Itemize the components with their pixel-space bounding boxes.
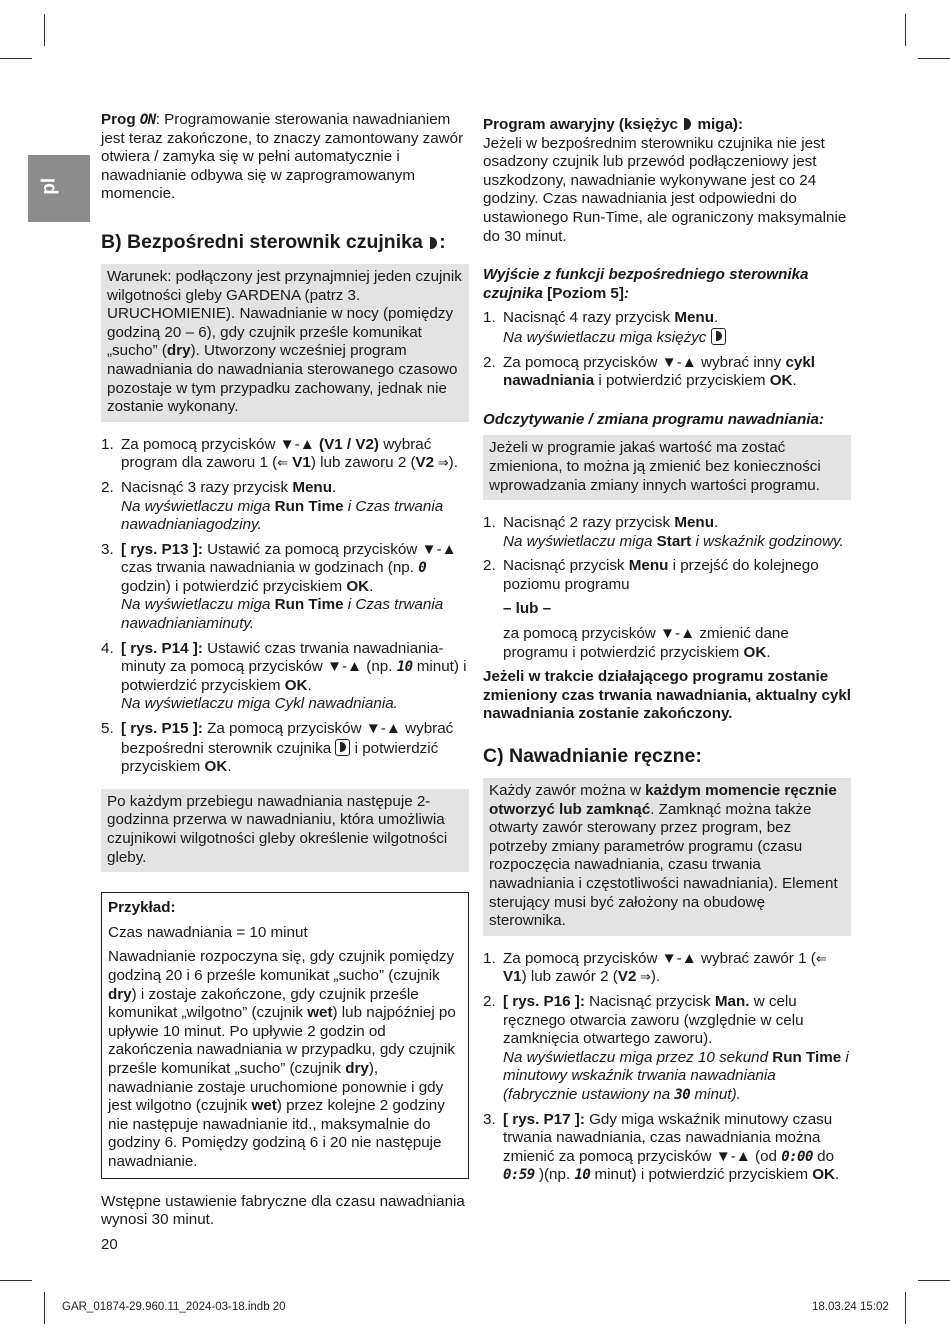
list-item: 3. [ rys. P17 ]: Gdy miga wskaźnik minutowy czasu trwania nawadniania, czas nawadniania można zmienić za pomocą przycisków ▼-▲ (od 0:00 do 0:59 )(np. 10 minut) i potwierdzić przyciskiem OK. — [483, 1110, 840, 1184]
page-number: 20 — [101, 1236, 118, 1253]
display-code: 10 — [574, 1167, 591, 1184]
example-duration: Czas nawadniania = 10 minut — [108, 923, 308, 941]
read-steps-list — [483, 514, 851, 662]
list-item: 2. Nacisnąć przycisk Menu i przejść do kolejnego poziomu programu – lub – za pomocą przycisków ▼-▲ zmienić dane programu i potwierdzić przyciskiem OK. — [483, 557, 819, 661]
arrow-right-icon: ⇒ — [636, 969, 651, 985]
list-item: 4. [ rys. P14 ]: Ustawić czas trwania nawadnianiaminuty za pomocą przycisków ▼-▲ (np. 10 minut) i potwierdzić przyciskiem OK. Na wyświetlaczu miga Cykl nawadniania. — [101, 639, 467, 713]
display-code: 30 — [674, 1086, 691, 1103]
display-code: 0:59 — [503, 1167, 535, 1184]
list-item: 5. [ rys. P15 ]: Za pomocą przycisków ▼-▲ wybrać bezpośredni sterownik czujnika i potwierdzić przyciskiem OK. — [101, 720, 454, 776]
list-item: 1. Za pomocą przycisków ▼-▲ wybrać zawór 1 (⇐ V1) lub zawór 2 (V2 ⇒). — [483, 949, 827, 986]
example-box — [101, 892, 469, 1178]
moon-icon — [430, 237, 437, 249]
crop-mark — [44, 1292, 45, 1324]
emergency-heading: Program awaryjny (księżyc miga): — [483, 116, 744, 133]
section-b-heading: B) Bezpośredni sterownik czujnika : — [101, 230, 446, 253]
footer-file: GAR_01874-29.960.11_2024-03-18.indb 20 — [62, 1301, 286, 1313]
example-text: Nawadnianie rozpoczyna się, gdy czujnik pomiędzy godziną 20 i 6 prześle komunikat „sucho” (czujnik dry) i zostaje zakończone, gdy czujnik prześle komunikat „wilgotno” (czujnik wet) lub najpóźniej po upływie 10 minut. Po upływie 2 godzin od zakończenia nawadniania w przypadku, gdy czujnik prześle komunikat „sucho” (czujnik dry), nawadnianie zostaje uruchomione ponownie i gdy jest wilgotno (czujnik wet) przez kolejne 2 godziny nie następuje nawadnianie itd., maksymalnie do godziny 6. Pomiędzy godziną 6 i 20 nie następuje nawadnianie. — [108, 948, 456, 1170]
list-item: 3. [ rys. P13 ]: Ustawić za pomocą przycisków ▼-▲ czas trwania nawadniania w godzinach (np. 0 godzin) i potwierdzić przyciskiem OK. Na wyświetlaczu miga Run Time i Czas trwania nawadnianiaminuty. — [101, 540, 457, 633]
exit-steps-list — [483, 309, 851, 390]
display-code: 10 — [396, 659, 413, 676]
list-item: 2. Nacisnąć 3 razy przycisk Menu. Na wyświetlaczu miga Run Time i Czas trwania nawadnianiagodziny. — [101, 478, 444, 534]
left-column — [101, 111, 469, 1230]
condition-box: Warunek: podłączony jest przynajmniej jeden czujnik wilgotności gleby GARDENA (patrz 3. URUCHOMIENIE). Nawadnianie w nocy (pomiędzy godziną 20 – 6), gdy czujnik prześle komunikat „sucho” (dry). Utworzony wcześniej program nawadniania do nawadniania sterowanego czasowo pozostaje w tym przypadku zachowany, jednak nie zostanie wykonany. — [101, 264, 469, 422]
crop-mark — [905, 1292, 906, 1324]
language-tab-label: pl — [38, 177, 60, 195]
crop-mark — [918, 58, 950, 59]
warning-text: Jeżeli w trakcie działającego programu zostanie zmieniony czas trwania nawadniania, aktualny cykl nawadniania zostanie zakończony. — [483, 668, 852, 723]
crop-mark — [44, 14, 45, 46]
pause-box: Po każdym przebiegu nawadniania następuje 2-godzinna przerwa w nawadnianiu, która umożliwia czujnikowi wilgotności gleby określenie wilgotności gleby. — [101, 789, 469, 872]
list-item: 1. Nacisnąć 4 razy przycisk Menu. Na wyświetlaczu miga księżyc — [483, 309, 851, 347]
example-title: Przykład: — [108, 899, 176, 917]
arrow-left-icon: ⇐ — [277, 455, 289, 471]
manual-steps-list — [483, 950, 851, 1185]
exit-heading: Wyjście z funkcji bezpośredniego sterownika czujnika [Poziom 5]: — [483, 266, 809, 302]
factory-setting-text: Wstępne ustawienie fabryczne dla czasu nawadniania wynosi 30 minut. — [101, 1192, 465, 1229]
arrow-left-icon: ⇐ — [815, 950, 827, 966]
moon-icon — [335, 739, 350, 756]
emergency-text: Jeżeli w bezpośrednim sterowniku czujnika nie jest osadzony czujnik lub przewód podłączeniowy jest uszkodzony, nawadnianie wykonywane jest co 24 godziny. Czas nawadniania jest odpowiedni do ustawionego Run-Time, ale ograniczony maksymalnie do 30 minut. — [483, 134, 847, 245]
read-heading: Odczytywanie / zmiana programu nawadniania: — [483, 410, 824, 428]
crop-mark — [0, 1280, 32, 1281]
list-item: 1. Nacisnąć 2 razy przycisk Menu. Na wyświetlaczu miga Start i wskaźnik godzinowy. — [483, 514, 844, 550]
language-tab — [28, 155, 90, 222]
section-c-heading: C) Nawadnianie ręczne: — [483, 745, 702, 768]
prog-on-paragraph: Prog ON: Programowanie sterowania nawadnianiem jest teraz zakończone, to znaczy zamontowany zawór otwiera / zamyka się w pełni automatycznie i nawadnianie odbywa się w zaprogramowanym momencie. — [101, 111, 464, 203]
moon-icon — [711, 328, 726, 345]
display-code: 0 — [418, 560, 427, 577]
list-item: 2. Za pomocą przycisków ▼-▲ wybrać inny cykl nawadniania i potwierdzić przyciskiem OK. — [483, 353, 815, 390]
display-code: ON — [139, 112, 156, 128]
right-column — [483, 116, 851, 1191]
moon-icon — [684, 118, 691, 130]
manual-box: Każdy zawór można w każdym momencie ręcznie otworzyć lub zamknąć. Zamknąć można także otwarty zawór sterowany przez program, bez potrzeby zmiany parametrów programu (czasu rozpoczęcia nawadniania, czasu trwania nawadniania i częstotliwości nawadniania). Element sterujący musi być założony na obudowę sterownika. — [483, 778, 851, 936]
display-code: 0:00 — [781, 1148, 813, 1165]
list-item: 1. Za pomocą przycisków ▼-▲ (V1 / V2) wybrać program dla zaworu 1 (⇐ V1) lub zaworu 2 (V2 ⇒). — [101, 435, 458, 472]
crop-mark — [905, 14, 906, 46]
list-item: 2. [ rys. P16 ]: Nacisnąć przycisk Man. w celu ręcznego otwarcia zaworu (względnie w celu zamknięcia otwartego zaworu). Na wyświetlaczu miga przez 10 sekund Run Time i minutowy wskaźnik trwania nawadniania (fabrycznie ustawiony na 30 minut). — [483, 992, 849, 1103]
arrow-right-icon: ⇒ — [434, 455, 449, 471]
read-box: Jeżeli w programie jakaś wartość ma zostać zmieniona, to można ją zmienić bez konieczności wprowadzania zmiany innych wartości programu. — [483, 435, 851, 500]
footer-date: 18.03.24 15:02 — [812, 1301, 889, 1313]
crop-mark — [918, 1280, 950, 1281]
crop-mark — [0, 58, 32, 59]
steps-list — [101, 436, 469, 777]
